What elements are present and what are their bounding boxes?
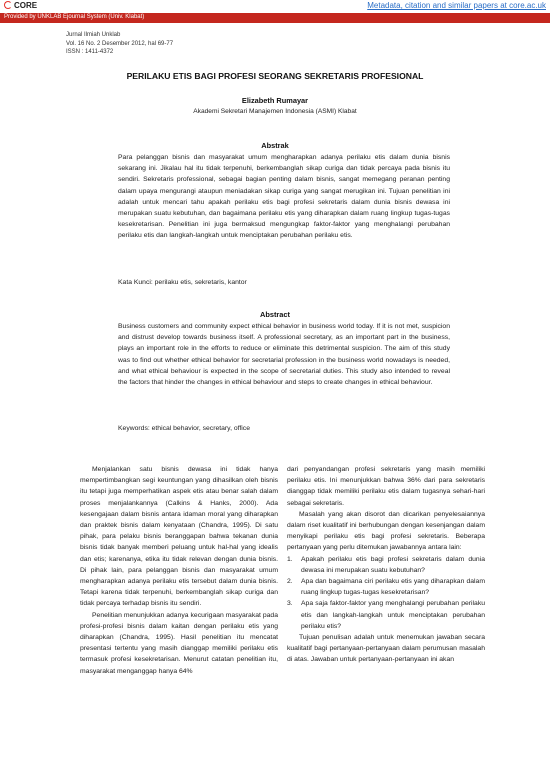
right-column xyxy=(287,464,485,666)
core-logo[interactable] xyxy=(4,1,37,10)
journal-name: Jurnal Ilmiah Unklab xyxy=(66,32,121,38)
abstract-en-keywords: Keywords: ethical behavior, secretary, office xyxy=(118,425,250,432)
abstract-en-heading: Abstract xyxy=(260,310,290,319)
provided-by-bar xyxy=(0,13,550,23)
journal-info xyxy=(66,31,173,57)
list-item: 2. Apa dan bagaimana ciri perilaku etis yang diharapkan dalam ruang lingkup tugas-tugas kesekretarisan? xyxy=(287,578,485,597)
paper-title: PERILAKU ETIS BAGI PROFESI SEORANG SEKRETARIS PROFESIONAL xyxy=(126,71,424,81)
abstract-id-body: Para pelanggan bisnis dan masyarakat umum mengharapkan adanya perilaku etis dalam dunia bisnis sekarang ini. Jikalau hal itu tidak terpenuhi, berkembanglah sikap curiga dan tidak percaya pada bisnis itu sendiri. Sekretaris professional, sebagai bagian penting dalam bisnis, sangat memegang peranan penting dalam upaya mengurangi ataupun meniadakan sikap curiga yang sangat merugikan ini. Tujuan penelitian ini adalah untuk mencari tahu apakah perilaku etis bagi profesi sekretaris dalam dunia bisnis dewasa ini merupakan suatu kebutuhan, dan bagaimana perilaku etis yang diharapkan dalam ruang lingkup tugas-tugas kesekretarisan. Penelitian ini juga bermaksud mengungkap faktor-faktor yang menghalangi perubahan perilaku etis dan langkah-langkah untuk menciptakan perubahan perilaku etis. xyxy=(118,154,450,240)
provided-by-link[interactable]: Provided by UNKLAB Ejournal System (Univ. Klabat) xyxy=(4,14,145,20)
author-affiliation: Akademi Sekretari Manajemen Indonesia (ASMI) Klabat xyxy=(193,108,357,115)
left-paragraph-1: Menjalankan satu bisnis dewasa ini tidak hanya mempertimbangkan segi keuntungan yang dihasilkan oleh bisnis itu tetapi juga memperhatikan aspek etis atau benar salah dalam proses menjalankannya (Calkins & Hanks, 2000). Ada kesengajaan dalam bisnis antara idaman moral yang diharapkan dan praktek bisnis dalam kenyataan (Chandra, 1995). Di satu pihak, para pelaku bisnis beranggapan bahwa tekanan dunia bisnis tidak banyak memberi peluang untuk hal-hal yang idealis dan etis; karenanya, etika itu tidak relevan dengan dunia bisnis. Di pihak lain, para pelanggan bisnis dan masyarakat umum mengharapkan adanya perilaku etis tersebut dalam dunia bisnis. Tetapi karena tidak terpenuhi, berkembanglah sikap curiga dan tidak percaya terhadap bisnis itu sendiri. xyxy=(80,466,278,608)
journal-volume: Vol. 16 No. 2 Desember 2012, hal 69-77 xyxy=(66,40,174,47)
abstract-id-heading: Abstrak xyxy=(261,141,289,150)
research-questions-list xyxy=(287,554,485,632)
journal-issn: ISSN : 1411-4372 xyxy=(66,49,114,55)
left-paragraph-2: Penelitian menunjukkan adanya kecurigaan masyarakat pada profesi-profesi bisnis dalam kaitan dengan perilaku etis yang diharapkan (Chandra, 1995). Hasil penelitian itu mencatat presentasi tertentu yang masih dianggap memiliki perilaku etis termasuk profesi kesekretarisan. Menurut catatan penelitian itu, masyarakat menganggap hanya 64% xyxy=(80,611,278,675)
core-metadata-link[interactable]: Metadata, citation and similar papers at core.ac.uk xyxy=(367,1,546,10)
abstract-id-keywords: Kata Kunci: perilaku etis, sekretaris, kantor xyxy=(118,279,247,286)
list-item: 3. Apa saja faktor-faktor yang menghalangi perubahan perilaku etis dan langkah-langkah untuk menciptakan perubahan perilaku etis? xyxy=(287,600,485,630)
core-logo-icon xyxy=(4,1,12,9)
left-column xyxy=(80,464,278,677)
core-header-bar xyxy=(0,0,550,13)
right-paragraph-3: Tujuan penulisan adalah untuk menemukan jawaban secara kualitatif bagi pertanyaan-pertanyaan dalam perumusan masalah di atas. Jawaban untuk pertanyaan-pertanyaan ini akan xyxy=(287,634,485,664)
core-logo-text: CORE xyxy=(14,1,38,10)
list-item: 1. Apakah perilaku etis bagi profesi sekretaris dalam dunia dewasa ini merupakan suatu kebutuhan? xyxy=(287,555,485,574)
author-name: Elizabeth Rumayar xyxy=(241,96,309,105)
abstract-en-body: Business customers and community expect ethical behavior in business world today. If it is not met, suspicion and distrust develop towards business itself. A professional secretary, as an important part in the business, plays an important role in the efforts to reduce or eliminate this detrimental suspicion. The aim of this study was to find out whether ethical behavior for secretarial profession in the business world nowadays is needed, and what ethical behaviour is expected in the scope of secretarial duties. This study also intended to reveal the factors that hinder the changes in ethical behaviour and steps to create changes in ethical behaviour. xyxy=(118,323,450,387)
right-paragraph-2: Masalah yang akan disorot dan dicarikan penyelesaiannya dalam riset kualitatif ini berhubungan dengan kesenjangan dalam menyikapi perilaku etis bagi profesi sekretaris. Beberapa pertanyaan yang perlu ditemukan jawabannya antara lain: xyxy=(287,510,485,552)
right-paragraph-1: dari penyandangan profesi sekretaris yang masih memiliki perilaku etis. Ini menunjukkan bahwa 36% dari para sekretaris dianggap tidak memiliki perilaku etis dalam tugasnya sehari-hari sebagai sekretaris. xyxy=(287,466,485,507)
